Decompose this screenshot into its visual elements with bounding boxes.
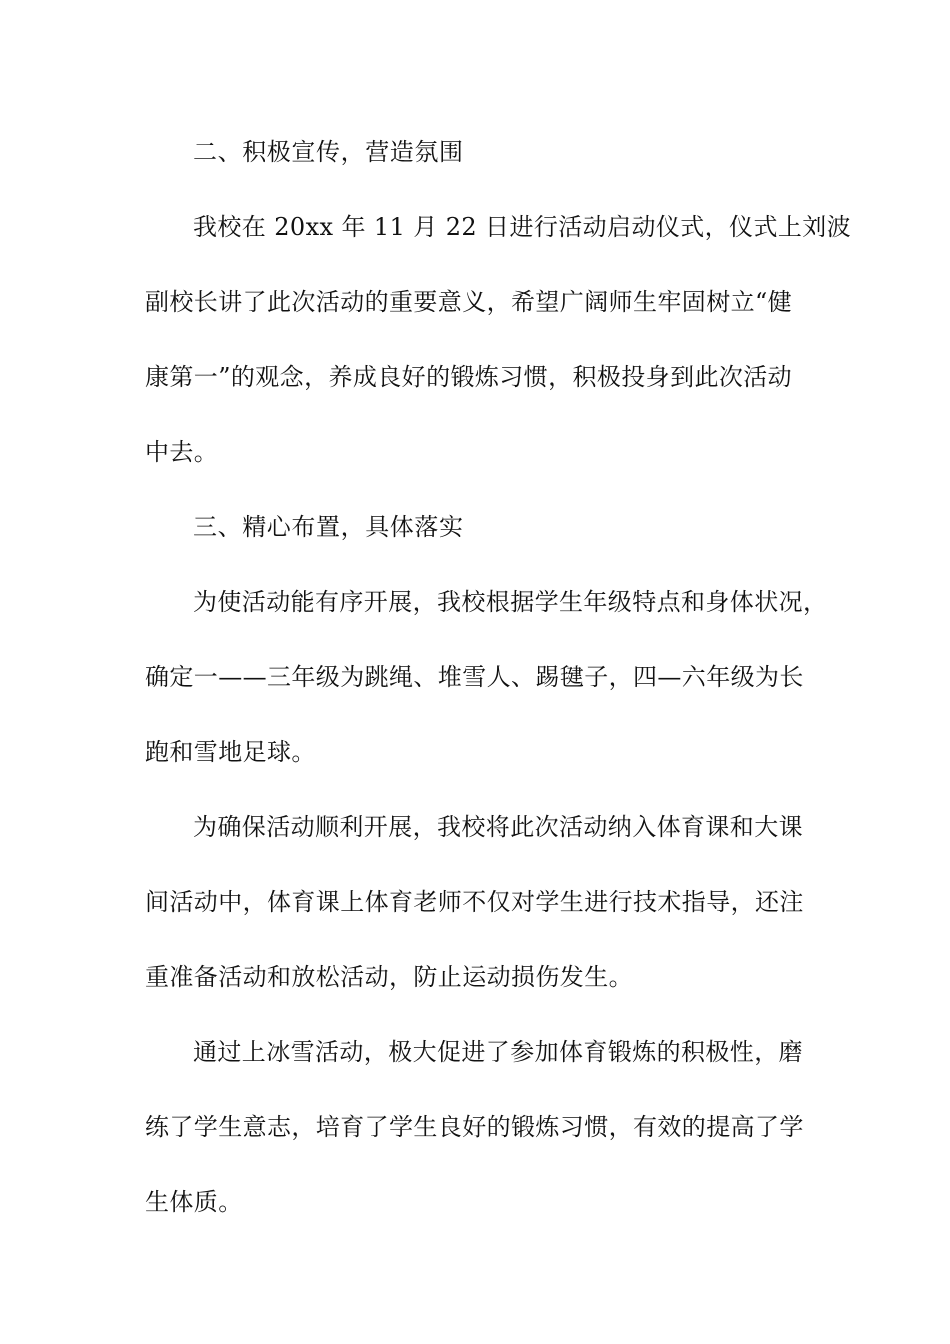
section-heading-2: 二、积极宣传，营造氛围 (193, 138, 464, 166)
paragraph-line: 确定一——三年级为跳绳、堆雪人、踢毽子，四—六年级为长 (145, 663, 804, 691)
paragraph-line: 为使活动能有序开展，我校根据学生年级特点和身体状况， (193, 588, 828, 616)
paragraph-line: 间活动中，体育课上体育老师不仅对学生进行技术指导，还注 (145, 888, 804, 916)
paragraph-line: 重准备活动和放松活动，防止运动损伤发生。 (145, 963, 633, 991)
paragraph-line: 中去。 (145, 438, 219, 466)
paragraph-line: 生体质。 (145, 1188, 243, 1216)
paragraph-line: 副校长讲了此次活动的重要意义，希望广阔师生牢固树立“健 (145, 288, 793, 316)
paragraph-line: 康第一”的观念，养成良好的锻炼习惯，积极投身到此次活动 (145, 363, 793, 391)
paragraph-line: 我校在 20xx 年 11 月 22 日进行活动启动仪式，仪式上刘波 (193, 213, 852, 241)
paragraph-line: 通过上冰雪活动，极大促进了参加体育锻炼的积极性，磨 (193, 1038, 803, 1066)
paragraph-line: 练了学生意志，培育了学生良好的锻炼习惯，有效的提高了学 (145, 1113, 804, 1141)
section-heading-3: 三、精心布置，具体落实 (193, 513, 464, 541)
paragraph-line: 为确保活动顺利开展，我校将此次活动纳入体育课和大课 (193, 813, 803, 841)
document-body (145, 130, 852, 1255)
paragraph-line: 跑和雪地足球。 (145, 738, 316, 766)
